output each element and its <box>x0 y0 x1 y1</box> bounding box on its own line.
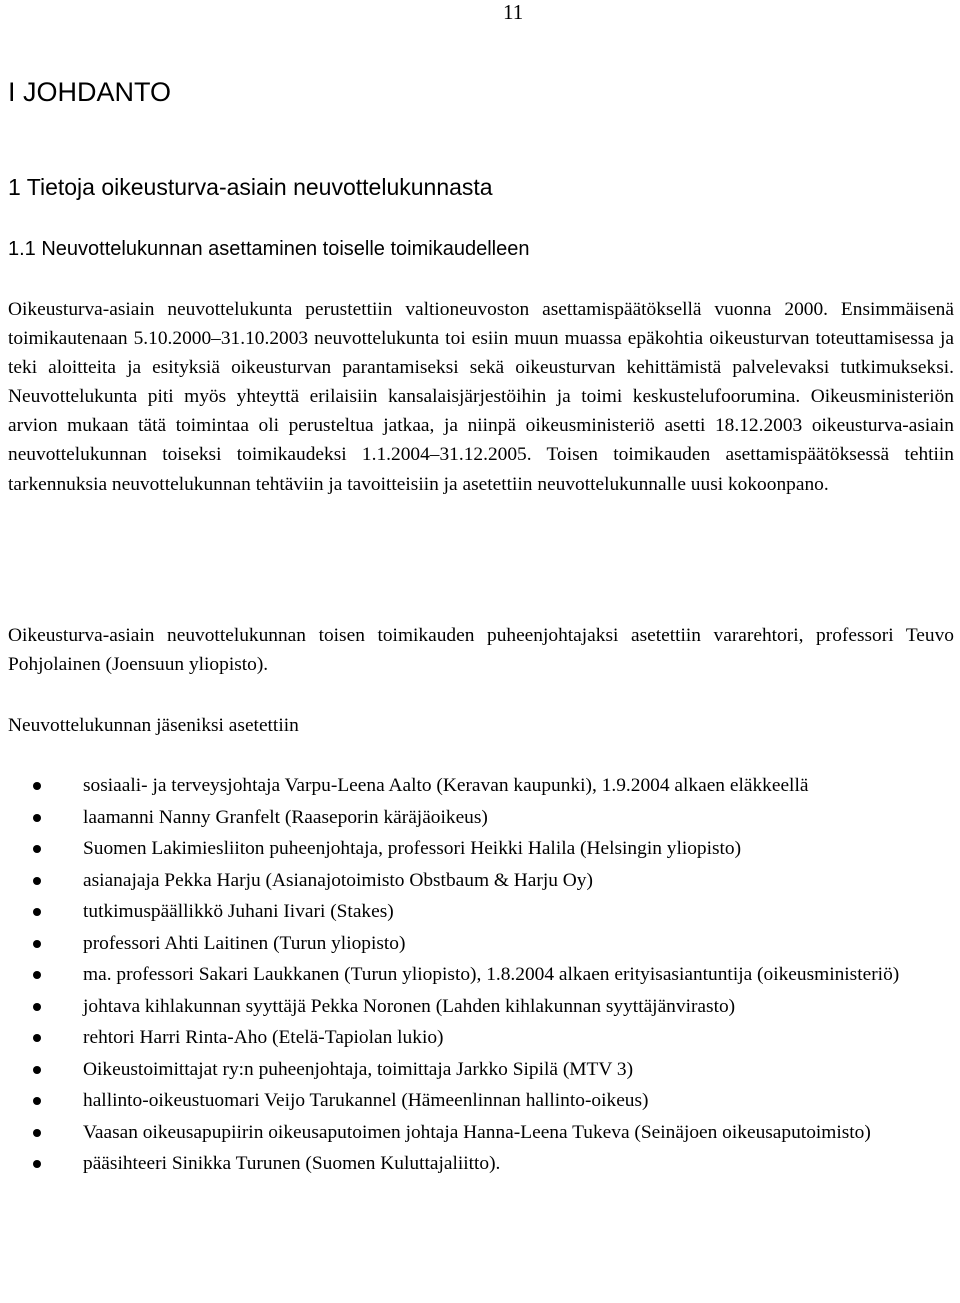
member-text: Oikeustoimittajat ry:n puheenjohtaja, toimittaja Jarkko Sipilä (MTV 3) <box>83 1058 634 1080</box>
bullet-icon <box>33 1160 41 1168</box>
bullet-icon <box>33 1097 41 1105</box>
list-item <box>8 992 954 1022</box>
list-item <box>8 803 954 833</box>
list-item <box>8 1149 954 1179</box>
bullet-icon <box>33 908 41 916</box>
member-text: asianajaja Pekka Harju (Asianajotoimisto Obstbaum & Harju Oy) <box>83 869 593 891</box>
page-number: 11 <box>503 0 524 24</box>
member-text: johtava kihlakunnan syyttäjä Pekka Noronen (Lahden kihlakunnan syyttäjänvirasto) <box>83 995 736 1017</box>
list-item <box>8 960 954 990</box>
list-item <box>8 1118 954 1148</box>
bullet-icon <box>33 1066 41 1074</box>
bullet-icon <box>33 1034 41 1042</box>
member-text: ma. professori Sakari Laukkanen (Turun yliopisto), 1.8.2004 alkaen erityisasiantuntija (oikeusministeriö) <box>83 964 900 985</box>
bullet-icon <box>33 814 41 822</box>
paragraph-members-heading: Neuvottelukunnan jäseniksi asetettiin <box>8 715 299 736</box>
list-item <box>8 1023 954 1053</box>
list-item <box>8 929 954 959</box>
member-text: tutkimuspäällikkö Juhani Iivari (Stakes) <box>83 901 394 922</box>
members-list <box>8 771 954 1181</box>
member-text: hallinto-oikeustuomari Veijo Tarukannel (Hämeenlinnan hallinto-oikeus) <box>83 1090 649 1111</box>
chapter-title: I JOHDANTO <box>8 77 172 107</box>
list-item <box>8 897 954 927</box>
bullet-icon <box>33 1129 41 1137</box>
bullet-icon <box>33 845 41 853</box>
member-text: pääsihteeri Sinikka Turunen (Suomen Kuluttajaliitto). <box>83 1153 501 1174</box>
paragraph-chair: Oikeusturva-asiain neuvottelukunnan toisen toimikauden puheenjohtajaksi asetettiin vararehtori, professori Teuvo Pohjolainen (Joensuun yliopisto). <box>8 625 954 676</box>
list-item <box>8 866 954 896</box>
member-text: rehtori Harri Rinta-Aho (Etelä-Tapiolan lukio) <box>83 1027 444 1048</box>
bullet-icon <box>33 971 41 979</box>
bullet-icon <box>33 940 41 948</box>
member-text: sosiaali- ja terveysjohtaja Varpu-Leena Aalto (Keravan kaupunki), 1.9.2004 alkaen eläkkeellä <box>83 775 809 796</box>
list-item <box>8 771 954 801</box>
member-text: laamanni Nanny Granfelt (Raaseporin käräjäoikeus) <box>83 806 488 828</box>
section-title: 1 Tietoja oikeusturva-asiain neuvottelukunnasta <box>8 174 493 200</box>
list-item <box>8 834 954 864</box>
list-item <box>8 1055 954 1085</box>
subsection-title: 1.1 Neuvottelukunnan asettaminen toiselle toimikaudelleen <box>8 238 530 260</box>
paragraph-intro: Oikeusturva-asiain neuvottelukunta perustettiin valtioneuvoston asettamispäätöksellä vuonna 2000. Ensimmäisenä toimikautenaan 5.10.2000–31.10.2003 neuvottelukunta toi esiin muun muassa epäkohtia oikeusturvan toteuttamisessa ja teki aloitteita ja esityksiä oikeusturvan parantamiseksi sekä oikeusturvan kehittämistä palvelevaksi tutkimukseksi. Neuvottelukunta piti myös yhteyttä erilaisiin kansalaisjärjestöihin ja toimi keskustelufoorumina. Oikeusministeriön arvion mukaan tätä toimintaa oli perusteltua jatkaa, ja niinpä oikeusministeriö asetti 18.12.2003 oikeusturva-asiain neuvottelukunnan toiseksi toimikaudeksi 1.1.2004–31.12.2005. Toisen toimikauden asettamispäätöksessä tehtiin tarkennuksia neuvottelukunnan tehtäviin ja tavoitteisiin ja asetettiin neuvottelukunnalle uusi kokoonpano. <box>8 299 954 495</box>
list-item <box>8 1086 954 1116</box>
bullet-icon <box>33 782 41 790</box>
bullet-icon <box>33 1003 41 1011</box>
bullet-icon <box>33 877 41 885</box>
member-text: Suomen Lakimiesliiton puheenjohtaja, professori Heikki Halila (Helsingin yliopisto) <box>83 838 742 859</box>
member-text: Vaasan oikeusapupiirin oikeusaputoimen johtaja Hanna-Leena Tukeva (Seinäjoen oikeusaputoimisto) <box>83 1121 871 1143</box>
member-text: professori Ahti Laitinen (Turun yliopisto) <box>83 932 406 954</box>
